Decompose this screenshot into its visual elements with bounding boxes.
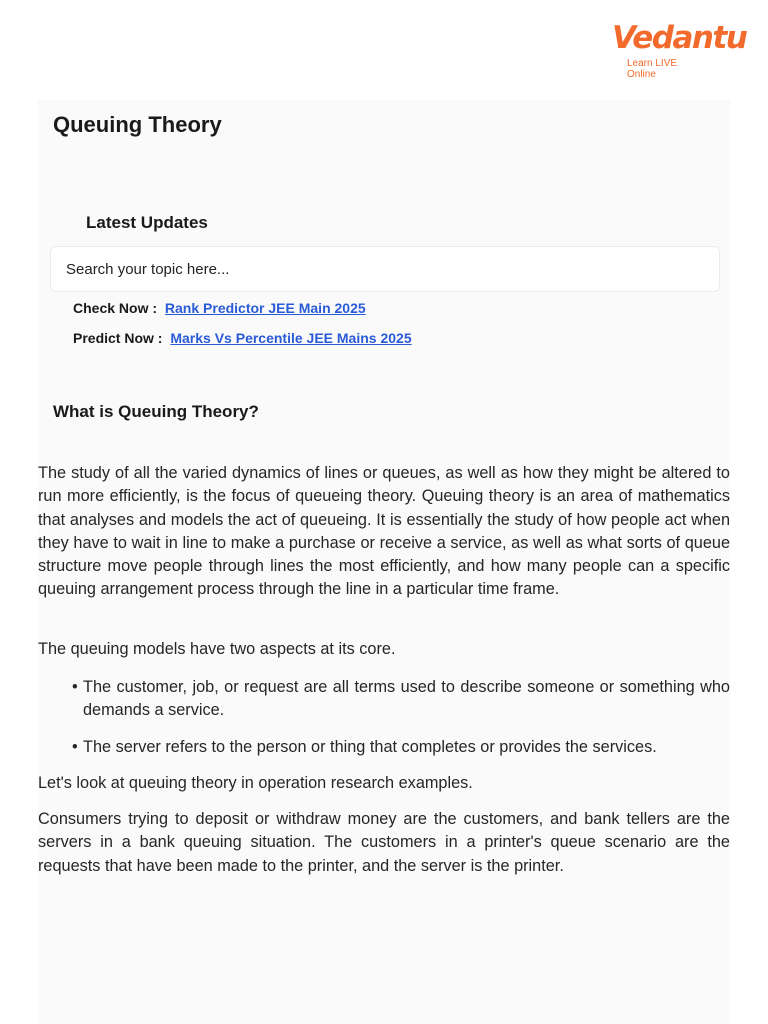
update-label: Check Now : bbox=[73, 300, 158, 316]
list-item-text: The customer, job, or request are all terms used to describe someone or something who demands a service. bbox=[83, 678, 730, 720]
page-title: Queuing Theory bbox=[53, 112, 222, 137]
search-placeholder: Search your topic here... bbox=[66, 261, 230, 278]
latest-updates-title: Latest Updates bbox=[86, 213, 208, 232]
rank-predictor-link[interactable]: Rank Predictor JEE Main 2025 bbox=[164, 300, 366, 316]
update-label: Predict Now : bbox=[73, 330, 163, 346]
list-item-text: The server refers to the person or thing that completes or provides the services. bbox=[83, 737, 657, 756]
list-item bbox=[72, 736, 730, 759]
paragraph: The study of all the varied dynamics of lines or queues, as well as how they might be altered to run more efficiently, is the focus of queueing theory. Queuing theory is an area of mathematics that analyses and models the act of queueing. It is essentially the study of how people act when they have to wait in line to make a purchase or receive a service, as well as what sorts of queue structure move people through lines the most efficiently, and how many people can a specific queuing arrangement process through the line in a particular time frame. bbox=[38, 464, 730, 599]
update-row-check bbox=[73, 300, 366, 316]
bullet-icon: • bbox=[72, 678, 78, 696]
bullet-icon: • bbox=[72, 737, 78, 756]
paragraph: The queuing models have two aspects at its core. bbox=[38, 640, 396, 658]
marks-vs-percentile-link[interactable]: Marks Vs Percentile JEE Mains 2025 bbox=[170, 330, 412, 346]
logo-tagline: Learn LIVE Online bbox=[627, 58, 678, 80]
search-input[interactable] bbox=[50, 246, 720, 292]
logo-wordmark: Vedantu bbox=[612, 20, 747, 56]
vedantu-logo[interactable] bbox=[612, 20, 747, 80]
list-item bbox=[72, 676, 730, 723]
aspects-list bbox=[72, 676, 730, 772]
paragraph: Let's look at queuing theory in operation research examples. bbox=[38, 774, 473, 792]
section-title: What is Queuing Theory? bbox=[53, 402, 259, 421]
update-row-predict bbox=[73, 330, 412, 346]
paragraph: Consumers trying to deposit or withdraw money are the customers, and bank tellers are the servers in a bank queuing situation. The customers in a printer's queue scenario are the requests that have been made to the printer, and the server is the printer. bbox=[38, 810, 730, 875]
